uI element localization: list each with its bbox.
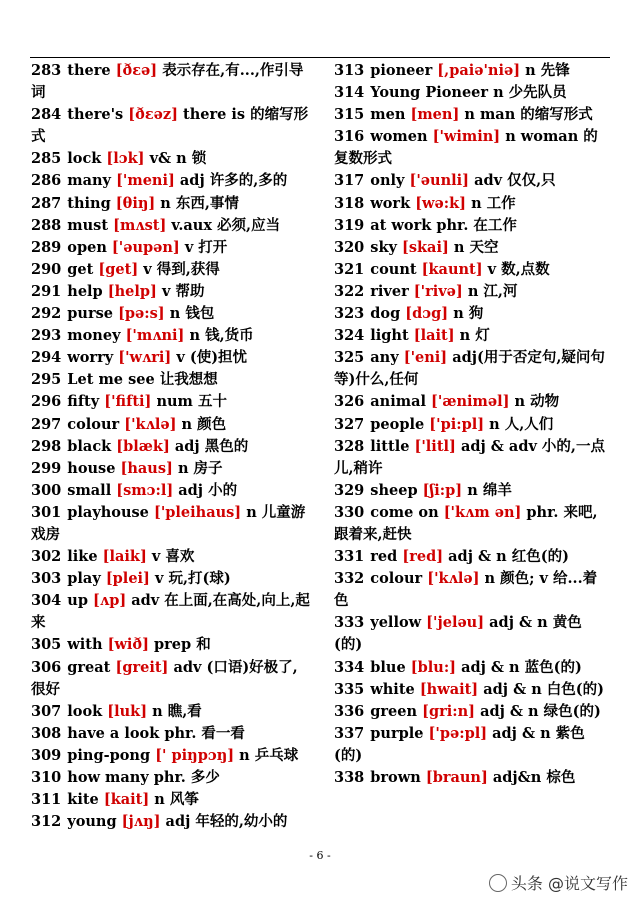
entry-number: 296: [31, 393, 62, 411]
entry-meaning: n 钱,货币: [189, 327, 254, 345]
entry-word: sky: [370, 238, 397, 256]
entry-number: 318: [334, 194, 365, 212]
entry-phonetic: [gri:n]: [422, 702, 476, 720]
entry-word: money: [67, 327, 121, 345]
entry-phonetic: [red]: [402, 548, 444, 566]
entry-number: 285: [31, 150, 62, 168]
entry-word: blue: [370, 658, 406, 676]
entry-meaning: v 数,点数: [487, 260, 550, 278]
entry-number: 306: [31, 658, 62, 676]
entry-phonetic: [dɔg]: [405, 305, 449, 323]
entry-meaning: n 乒乓球: [239, 746, 299, 764]
entry-word: pioneer: [370, 62, 433, 79]
entry-phonetic: ['pi:pl]: [429, 415, 485, 433]
vocab-entry: [334, 60, 606, 82]
entry-phonetic: [wə:k]: [415, 194, 467, 212]
vocab-entry: [334, 170, 606, 192]
vocab-entry: [31, 723, 311, 745]
vocab-entry: [334, 104, 606, 126]
entry-number: 300: [31, 481, 62, 499]
entry-meaning: n 狗: [453, 305, 484, 323]
entry-number: 290: [31, 260, 62, 278]
entry-number: 307: [31, 702, 62, 720]
vocab-entry: [334, 193, 606, 215]
entry-phonetic: [smɔ:l]: [116, 481, 174, 499]
entry-phonetic: [blæk]: [116, 437, 170, 455]
entry-phonetic: [laik]: [102, 548, 147, 566]
entry-meaning: n 风筝: [154, 791, 199, 809]
entry-phonetic: [braun]: [425, 769, 488, 786]
vocab-entry: [31, 215, 311, 237]
entry-phonetic: [plei]: [105, 570, 150, 588]
entry-word: work: [370, 194, 411, 212]
vocab-entry: [31, 789, 311, 811]
vocab-entry: [334, 325, 606, 347]
entry-number: 320: [334, 238, 365, 256]
entry-phonetic: ['wimin]: [432, 128, 501, 146]
entry-phonetic: ['jeləu]: [426, 614, 485, 632]
entry-number: 302: [31, 548, 62, 566]
vocab-entry: [31, 281, 311, 303]
entry-phonetic: ['kʌm ən]: [443, 503, 522, 521]
entry-number: 297: [31, 415, 62, 433]
entry-phonetic: [ʃi:p]: [422, 481, 463, 499]
vocab-entry: [334, 237, 606, 259]
vocab-entry: [334, 82, 606, 104]
entry-meaning: n man 的缩写形式: [464, 106, 593, 124]
entry-word: brown: [370, 769, 421, 786]
entry-meaning: adv (口语)好极了,很好: [31, 658, 298, 698]
entry-number: 305: [31, 636, 62, 654]
entry-number: 303: [31, 570, 62, 588]
entry-phonetic: ['wʌri]: [118, 349, 172, 367]
entry-word: must: [67, 216, 109, 234]
entry-word: colour: [67, 415, 120, 433]
entry-number: 311: [31, 791, 62, 809]
entry-number: 301: [31, 503, 62, 521]
vocab-entry: [31, 657, 311, 701]
entry-number: 322: [334, 282, 365, 300]
entry-phonetic: [ðɛəz]: [128, 106, 178, 124]
entry-meaning: adj & adv 小的,一点儿,稍许: [334, 437, 605, 477]
vocab-entry: [334, 281, 606, 303]
entry-number: 329: [334, 481, 365, 499]
entry-meaning: adj & n 紫色(的): [334, 724, 585, 764]
entry-word: ping-pong: [67, 746, 151, 764]
entry-number: 331: [334, 548, 365, 566]
entry-meaning: phr. 看一看: [164, 724, 245, 742]
entry-word: river: [370, 282, 409, 300]
entry-number: 293: [31, 327, 62, 345]
entry-word: sheep: [370, 481, 418, 499]
entry-phonetic: [jʌŋ]: [121, 813, 161, 831]
entry-word: there's: [67, 106, 124, 124]
vocab-entry: [31, 634, 311, 656]
vocab-entry: [334, 612, 606, 656]
entry-phonetic: [ðɛə]: [115, 62, 158, 79]
entry-word: white: [370, 680, 415, 698]
entry-meaning: n 江,河: [467, 282, 518, 300]
entry-meaning: v 喜欢: [151, 548, 195, 566]
entry-number: 313: [334, 62, 365, 79]
page-number: - 6 -: [309, 849, 331, 862]
entry-meaning: n 绵羊: [467, 481, 512, 499]
entry-word: small: [67, 481, 112, 499]
entry-meaning: adv 在上面,在高处,向上,起来: [31, 592, 310, 632]
entry-meaning: adj&n 棕色: [492, 769, 576, 786]
entry-meaning: adj(用于否定句,疑问句等)什么,任何: [334, 349, 605, 389]
entry-phonetic: [men]: [410, 106, 460, 124]
entry-meaning: n 动物: [514, 393, 560, 411]
entry-meaning: n 瞧,看: [152, 702, 202, 720]
entry-word: young: [67, 813, 117, 831]
vocab-entry: [334, 767, 606, 789]
entry-number: 328: [334, 437, 365, 455]
entry-meaning: n 钱包: [169, 305, 215, 323]
entry-number: 283: [31, 62, 62, 79]
entry-phonetic: [lait]: [413, 327, 455, 345]
entry-word: purse: [67, 305, 113, 323]
entry-meaning: n 灯: [459, 327, 490, 345]
entry-phonetic: [help]: [107, 282, 157, 300]
entry-meaning: v 打开: [184, 238, 228, 256]
entry-phonetic: ['kʌlə]: [124, 415, 177, 433]
entry-meaning: n 少先队员: [493, 84, 567, 102]
entry-number: 295: [31, 371, 62, 389]
entry-phonetic: [mʌst]: [113, 216, 167, 234]
entry-phonetic: ['pleihaus]: [153, 503, 242, 521]
entry-number: 310: [31, 769, 62, 786]
entry-meaning: there is 的缩写形式: [31, 106, 309, 146]
entry-meaning: n 先锋: [525, 62, 570, 79]
entry-meaning: adv 仅仅,只: [474, 172, 556, 190]
entry-phonetic: [skai]: [401, 238, 449, 256]
entry-phonetic: [pə:s]: [118, 305, 165, 323]
vocab-entry: [334, 701, 606, 723]
vocab-entry: [334, 303, 606, 325]
entry-meaning: adj 年轻的,幼小的: [165, 813, 288, 831]
watermark-logo-icon: [489, 874, 507, 892]
entry-word: count: [370, 260, 417, 278]
entry-meaning: n 天空: [453, 238, 499, 256]
vocab-entry: [31, 259, 311, 281]
entry-word: men: [370, 106, 406, 124]
entry-phonetic: ['kʌlə]: [427, 570, 480, 588]
vocab-entry: [334, 259, 606, 281]
entry-word: animal: [370, 393, 426, 411]
vocab-entry: [31, 193, 311, 215]
entry-phonetic: [lɔk]: [106, 150, 145, 168]
entry-number: 308: [31, 724, 62, 742]
entry-word: worry: [67, 349, 114, 367]
entry-phonetic: [wið]: [107, 636, 149, 654]
entry-word: colour: [370, 570, 423, 588]
entry-number: 337: [334, 724, 365, 742]
entry-number: 314: [334, 84, 365, 102]
entry-phonetic: ['eni]: [403, 349, 448, 367]
entry-number: 338: [334, 769, 365, 786]
entry-phonetic: ['meni]: [116, 172, 175, 190]
entry-number: 325: [334, 349, 365, 367]
vocab-entry: [31, 237, 311, 259]
vocab-entry: [31, 369, 311, 391]
watermark: [489, 871, 628, 894]
entry-phonetic: [blu:]: [410, 658, 457, 676]
entry-number: 298: [31, 437, 62, 455]
entry-phonetic: ['pə:pl]: [428, 724, 488, 742]
entry-phonetic: [luk]: [107, 702, 148, 720]
entry-number: 327: [334, 415, 365, 433]
vocab-entry: [334, 436, 606, 480]
entry-meaning: n 儿童游戏房: [31, 503, 306, 543]
vocab-entry: [334, 502, 606, 546]
entry-number: 336: [334, 702, 365, 720]
entry-number: 334: [334, 658, 365, 676]
entry-phonetic: ['əunli]: [409, 172, 469, 190]
vocab-entry: [31, 414, 311, 436]
entry-word: playhouse: [67, 503, 149, 521]
entry-phonetic: ['mʌni]: [125, 327, 185, 345]
entry-meaning: v 玩,打(球): [154, 570, 231, 588]
vocab-entry: [31, 502, 311, 546]
vocab-entry: [334, 391, 606, 413]
entry-meaning: 让我想想: [159, 371, 218, 389]
entry-word: help: [67, 282, 103, 300]
vocab-entry: [31, 391, 311, 413]
entry-phonetic: ['əupən]: [111, 238, 180, 256]
vocab-entry: [334, 414, 606, 436]
entry-number: 315: [334, 106, 365, 124]
vocab-entry: [334, 347, 606, 391]
entry-meaning: n 房子: [177, 459, 223, 477]
entry-word: dog: [370, 305, 401, 323]
entry-word: red: [370, 548, 398, 566]
entry-meaning: phr. 来吧,跟着来,赶快: [334, 503, 598, 543]
vocab-entry: [31, 148, 311, 170]
entry-meaning: adj & n 蓝色(的): [461, 658, 582, 676]
entry-phonetic: [,paiə'niə]: [437, 62, 521, 79]
entry-word: Young Pioneer: [370, 84, 489, 102]
vocab-entry: [334, 215, 606, 237]
entry-meaning: v 帮助: [161, 282, 205, 300]
entry-phonetic: ['æniməl]: [431, 393, 510, 411]
entry-phonetic: [kaunt]: [421, 260, 483, 278]
entry-word: lock: [67, 150, 102, 168]
entry-word: come on: [370, 503, 439, 521]
entry-meaning: n 东西,事情: [160, 194, 239, 212]
entry-meaning: phr. 多少: [153, 769, 220, 786]
entry-number: 321: [334, 260, 365, 278]
entry-word: with: [67, 636, 103, 654]
entry-phonetic: [greit]: [115, 658, 169, 676]
entry-meaning: adj & n 黄色(的): [334, 614, 582, 654]
vocab-entry: [31, 546, 311, 568]
entry-meaning: adj & n 白色(的): [483, 680, 605, 698]
entry-word: have a look: [67, 724, 160, 742]
vocab-entry: [31, 701, 311, 723]
entry-meaning: num 五十: [156, 393, 227, 411]
entry-number: 284: [31, 106, 62, 124]
entry-meaning: v.aux 必须,应当: [171, 216, 281, 234]
entry-meaning: v 得到,获得: [143, 260, 220, 278]
entry-number: 294: [31, 349, 62, 367]
entry-word: purple: [370, 724, 424, 742]
vocab-entry: [31, 303, 311, 325]
entry-meaning: v (使)担忧: [176, 349, 248, 367]
entry-word: up: [67, 592, 88, 610]
entry-number: 324: [334, 327, 365, 345]
vocab-entry: [31, 811, 311, 833]
entry-word: green: [370, 702, 418, 720]
entry-number: 288: [31, 216, 62, 234]
entry-meaning: n 颜色; v 给...着色: [334, 570, 598, 610]
entry-number: 333: [334, 614, 365, 632]
vocab-entry: [334, 546, 606, 568]
entry-meaning: adj 黑色的: [174, 437, 249, 455]
entry-word: like: [67, 548, 98, 566]
entry-number: 335: [334, 680, 365, 698]
entry-word: women: [370, 128, 428, 146]
entry-word: open: [67, 238, 107, 256]
entry-phonetic: [haus]: [120, 459, 173, 477]
entry-word: play: [67, 570, 101, 588]
entry-phonetic: ['fifti]: [104, 393, 152, 411]
vocab-entry: [334, 679, 606, 701]
entry-meaning: n woman 的复数形式: [334, 128, 598, 168]
entry-word: there: [67, 62, 111, 79]
entry-word: house: [67, 459, 116, 477]
entry-word: how many: [67, 769, 149, 786]
entry-meaning: phr. 在工作: [436, 216, 517, 234]
vocab-entry: [334, 480, 606, 502]
entry-phonetic: [' piŋpɔŋ]: [155, 746, 235, 764]
vocab-entry: [334, 657, 606, 679]
left-column: [31, 60, 311, 833]
vocab-entry: [31, 170, 311, 192]
entry-number: 289: [31, 238, 62, 256]
entry-phonetic: [ʌp]: [93, 592, 127, 610]
entry-word: any: [370, 349, 399, 367]
vocab-entry: [31, 568, 311, 590]
entry-number: 287: [31, 194, 62, 212]
watermark-text: 头条 @说文写作: [510, 874, 628, 893]
entry-meaning: adj & n 绿色(的): [480, 702, 601, 720]
vocab-entry: [31, 480, 311, 502]
entry-meaning: adj & n 红色(的): [448, 548, 569, 566]
vocab-entry: [31, 745, 311, 767]
entry-number: 323: [334, 305, 365, 323]
vocab-entry: [31, 458, 311, 480]
entry-meaning: 表示存在,有...,作引导词: [31, 62, 304, 102]
vocab-entry: [31, 590, 311, 634]
vocab-entry: [31, 104, 311, 148]
entry-number: 316: [334, 128, 365, 146]
entry-meaning: n 人,人们: [489, 415, 554, 433]
vocab-entry: [31, 347, 311, 369]
entry-meaning: n 工作: [471, 194, 516, 212]
entry-meaning: v& n 锁: [149, 150, 207, 168]
vocab-entry: [31, 325, 311, 347]
entry-number: 291: [31, 282, 62, 300]
entry-word: thing: [67, 194, 111, 212]
top-rule: [30, 57, 610, 58]
entry-phonetic: [get]: [98, 260, 139, 278]
entry-word: little: [370, 437, 410, 455]
entry-word: black: [67, 437, 112, 455]
entry-word: get: [67, 260, 94, 278]
entry-word: at work: [370, 216, 432, 234]
entry-number: 330: [334, 503, 365, 521]
vocab-entry: [334, 723, 606, 767]
entry-word: fifty: [67, 393, 100, 411]
entry-word: look: [67, 702, 103, 720]
entry-number: 317: [334, 172, 365, 190]
entry-number: 299: [31, 459, 62, 477]
entry-word: many: [67, 172, 111, 190]
entry-phonetic: ['rivə]: [413, 282, 463, 300]
entry-phonetic: [θiŋ]: [115, 194, 156, 212]
entry-phonetic: [kait]: [103, 791, 150, 809]
entry-phonetic: ['litl]: [414, 437, 456, 455]
entry-meaning: adj 小的: [178, 481, 238, 499]
entry-word: kite: [67, 791, 99, 809]
entry-word: great: [67, 658, 111, 676]
entry-number: 326: [334, 393, 365, 411]
entry-number: 319: [334, 216, 365, 234]
entry-meaning: n 颜色: [181, 415, 227, 433]
entry-word: yellow: [370, 614, 422, 632]
entry-word: only: [370, 172, 405, 190]
entry-phonetic: [hwait]: [419, 680, 479, 698]
vocab-entry: [31, 436, 311, 458]
vocab-entry: [31, 767, 311, 789]
entry-meaning: adj 许多的,多的: [179, 172, 288, 190]
right-column: [334, 60, 606, 789]
entry-number: 292: [31, 305, 62, 323]
entry-number: 309: [31, 746, 62, 764]
entry-word: people: [370, 415, 425, 433]
entry-word: light: [370, 327, 409, 345]
vocab-entry: [334, 126, 606, 170]
entry-word: Let me see: [67, 371, 155, 389]
entry-number: 286: [31, 172, 62, 190]
entry-meaning: prep 和: [154, 636, 211, 654]
entry-number: 332: [334, 570, 365, 588]
vocab-entry: [334, 568, 606, 612]
entry-number: 312: [31, 813, 62, 831]
vocab-entry: [31, 60, 311, 104]
entry-number: 304: [31, 592, 62, 610]
